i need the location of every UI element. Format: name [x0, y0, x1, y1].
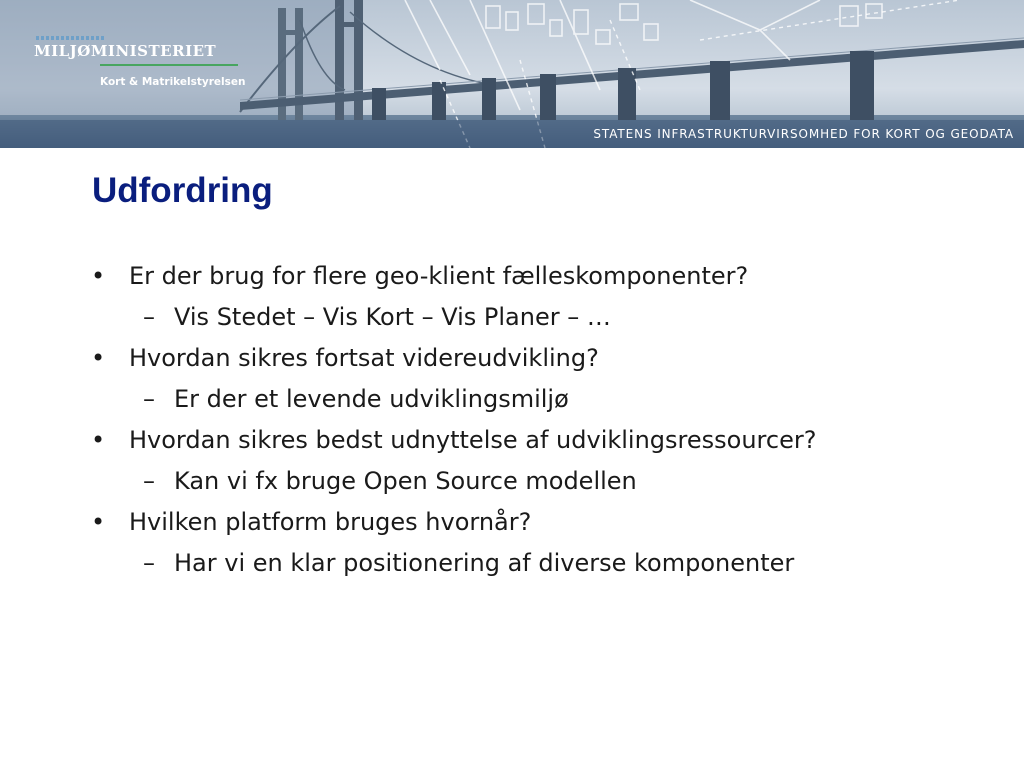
logo-divider [100, 64, 238, 66]
sub-bullet-item [88, 462, 988, 503]
bullet-item [88, 257, 988, 298]
bullet-marker: • [91, 262, 106, 290]
bullet-text: Hvilken platform bruges hvornår? [129, 508, 532, 536]
logo-dots-decoration [36, 36, 106, 40]
ministry-name: MILJØMINISTERIET [34, 42, 217, 60]
bullet-text: Hvordan sikres bedst udnyttelse af udviklingsressourcer? [129, 426, 817, 454]
slide-title: Udfordring [92, 171, 273, 210]
dash-marker: – [143, 303, 155, 331]
agency-logo [34, 36, 244, 96]
bullet-item [88, 421, 988, 462]
sub-bullet-item [88, 380, 988, 421]
bullet-marker: • [91, 508, 106, 536]
sub-bullet-item [88, 298, 988, 339]
dash-marker: – [143, 385, 155, 413]
bullet-marker: • [91, 426, 106, 454]
dash-marker: – [143, 467, 155, 495]
sub-bullet-item [88, 544, 988, 585]
dash-marker: – [143, 549, 155, 577]
sub-bullet-text: Er der et levende udviklingsmiljø [174, 385, 569, 413]
sub-bullet-text: Har vi en klar positionering af diverse komponenter [174, 549, 795, 577]
bullet-item [88, 503, 988, 544]
bullet-text: Hvordan sikres fortsat videreudvikling? [129, 344, 599, 372]
sub-bullet-text: Kan vi fx bruge Open Source modellen [174, 467, 637, 495]
header-tagline: STATENS INFRASTRUKTURVIRSOMHED FOR KORT OG GEODATA [593, 127, 1014, 141]
agency-name: Kort & Matrikelstyrelsen [100, 76, 246, 88]
bullet-marker: • [91, 344, 106, 372]
bullet-text: Er der brug for flere geo-klient fælleskomponenter? [129, 262, 749, 290]
header-banner [0, 0, 1024, 148]
bullet-list [88, 257, 988, 585]
sub-bullet-text: Vis Stedet – Vis Kort – Vis Planer – … [174, 303, 611, 331]
bullet-item [88, 339, 988, 380]
